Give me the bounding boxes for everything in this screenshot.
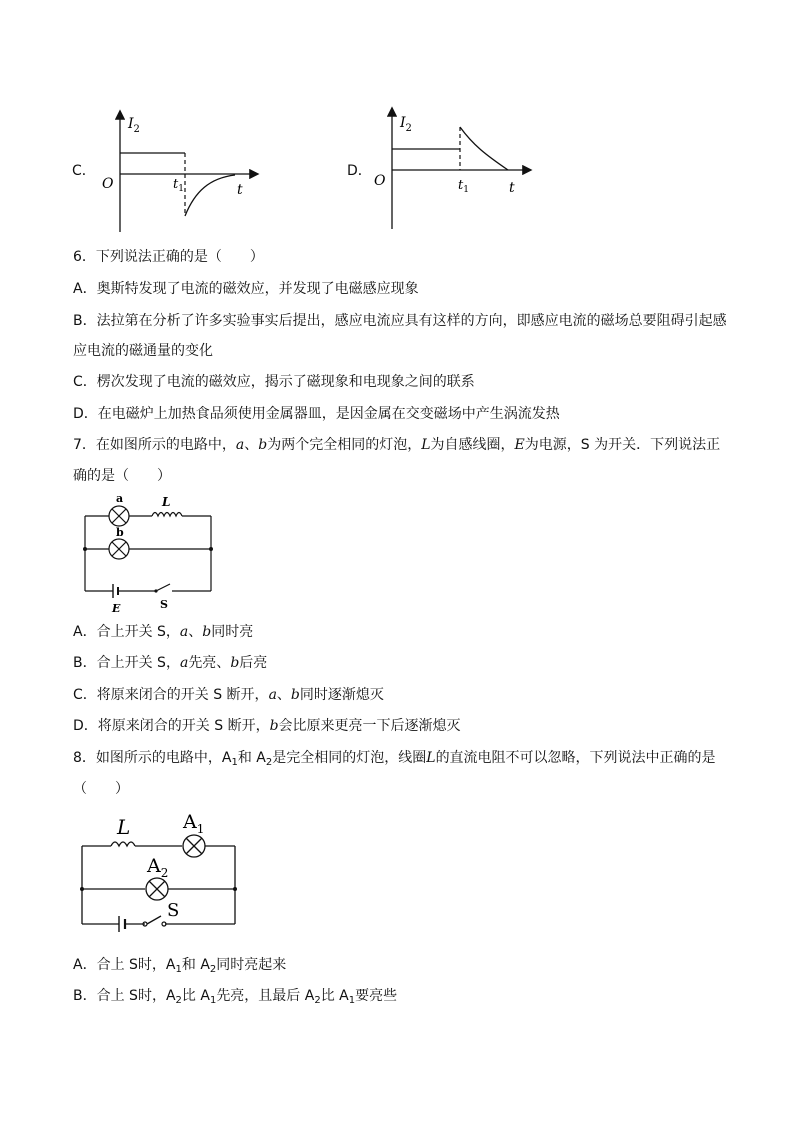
svg-text:I2: [399, 115, 412, 134]
q8-option-b: B．合上 S时，$A_2$比 $A_1$先亮，且最后 $A_2$比 $A_1$要亮些: [73, 988, 398, 1006]
fig-label-a: a: [116, 492, 124, 505]
axis-y-label: I: [128, 116, 134, 132]
q7-option-c: C．将原来闭合的开关 S 断开，a、b同时逐渐熄灭: [73, 687, 384, 703]
axis-y-label: I: [400, 115, 406, 131]
t1-sub: 1: [463, 185, 469, 195]
graph-d: [368, 103, 538, 229]
fig-label-E: E: [112, 602, 121, 615]
t1-sub: 1: [178, 184, 184, 194]
q6-option-b-line1: B．法拉第在分析了许多实验事实后提出，感应电流应具有这样的方向，即感应电流的磁场总要阻碍引起感: [73, 313, 727, 329]
fig-label-L: L: [162, 495, 171, 509]
q7-option-b: B．合上开关 S，a先亮、b后亮: [73, 655, 268, 671]
q7-stem-line2: 确的是（ ）: [73, 468, 171, 484]
fig-label-A1: A: [183, 811, 197, 833]
option-c-label: C．: [72, 163, 96, 179]
q7-option-d: D．将原来闭合的开关 S 断开，b会比原来更亮一下后逐渐熄灭: [73, 718, 461, 734]
fig-label-S: S: [167, 900, 180, 921]
axis-y-sub: 2: [133, 124, 140, 135]
svg-text:A1: $A_1$: [183, 811, 205, 836]
svg-text:I2: [127, 116, 140, 135]
origin-label: O: [102, 176, 114, 192]
q7-circuit-diagram: [80, 492, 220, 616]
origin-label: O: [374, 173, 386, 189]
q7-option-a: A．合上开关 S，a、b同时亮: [73, 624, 254, 640]
svg-text:t1: [173, 177, 184, 194]
fig-label-S: S: [160, 598, 168, 611]
q6-stem: 6．下列说法正确的是（ ）: [73, 249, 264, 265]
decay-curve: [185, 175, 235, 216]
q8-stem-line2: （ ）: [73, 781, 129, 797]
svg-text:A2: $A_2$: [147, 855, 169, 880]
q6-option-a: A．奥斯特发现了电流的磁效应，并发现了电磁感应现象: [73, 281, 419, 297]
fig-label-b: b: [116, 526, 124, 539]
fig-label-L: L: [117, 815, 131, 839]
graph-c: [95, 106, 265, 232]
q6-option-d: D．在电磁炉上加热食品须使用金属器皿，是因金属在交变磁场中产生涡流发热: [73, 406, 560, 422]
axis-y-sub: 2: [405, 123, 412, 134]
t-axis-label: t: [509, 180, 515, 196]
q7-stem-line1: 7．在如图所示的电路中，a、b为两个完全相同的灯泡，L为自感线圈，E为电源，S 为开关．下列说法正: [73, 437, 721, 453]
q8-option-a: A．合上 S时，$A_1$和 $A_2$同时亮起来: [73, 957, 287, 975]
fig-label-A2: A: [147, 855, 161, 877]
t1-label: t: [458, 178, 464, 193]
decay-curve: [460, 127, 508, 170]
t1-label: t: [173, 177, 179, 192]
q6-option-c: C．楞次发现了电流的磁效应，揭示了磁现象和电现象之间的联系: [73, 374, 475, 390]
q8-circuit-diagram: [75, 808, 245, 932]
q6-option-b-line2: 应电流的磁通量的变化: [73, 343, 213, 359]
t-axis-label: t: [237, 182, 243, 198]
svg-text:t1: [458, 178, 469, 195]
option-d-label: D．: [347, 163, 372, 179]
q8-stem-line1: 8．如图所示的电路中，$A_1$和 $A_2$是完全相同的灯泡，线圈L的直流电阻不可以忽略，下列说法中正确的是: [73, 750, 716, 768]
